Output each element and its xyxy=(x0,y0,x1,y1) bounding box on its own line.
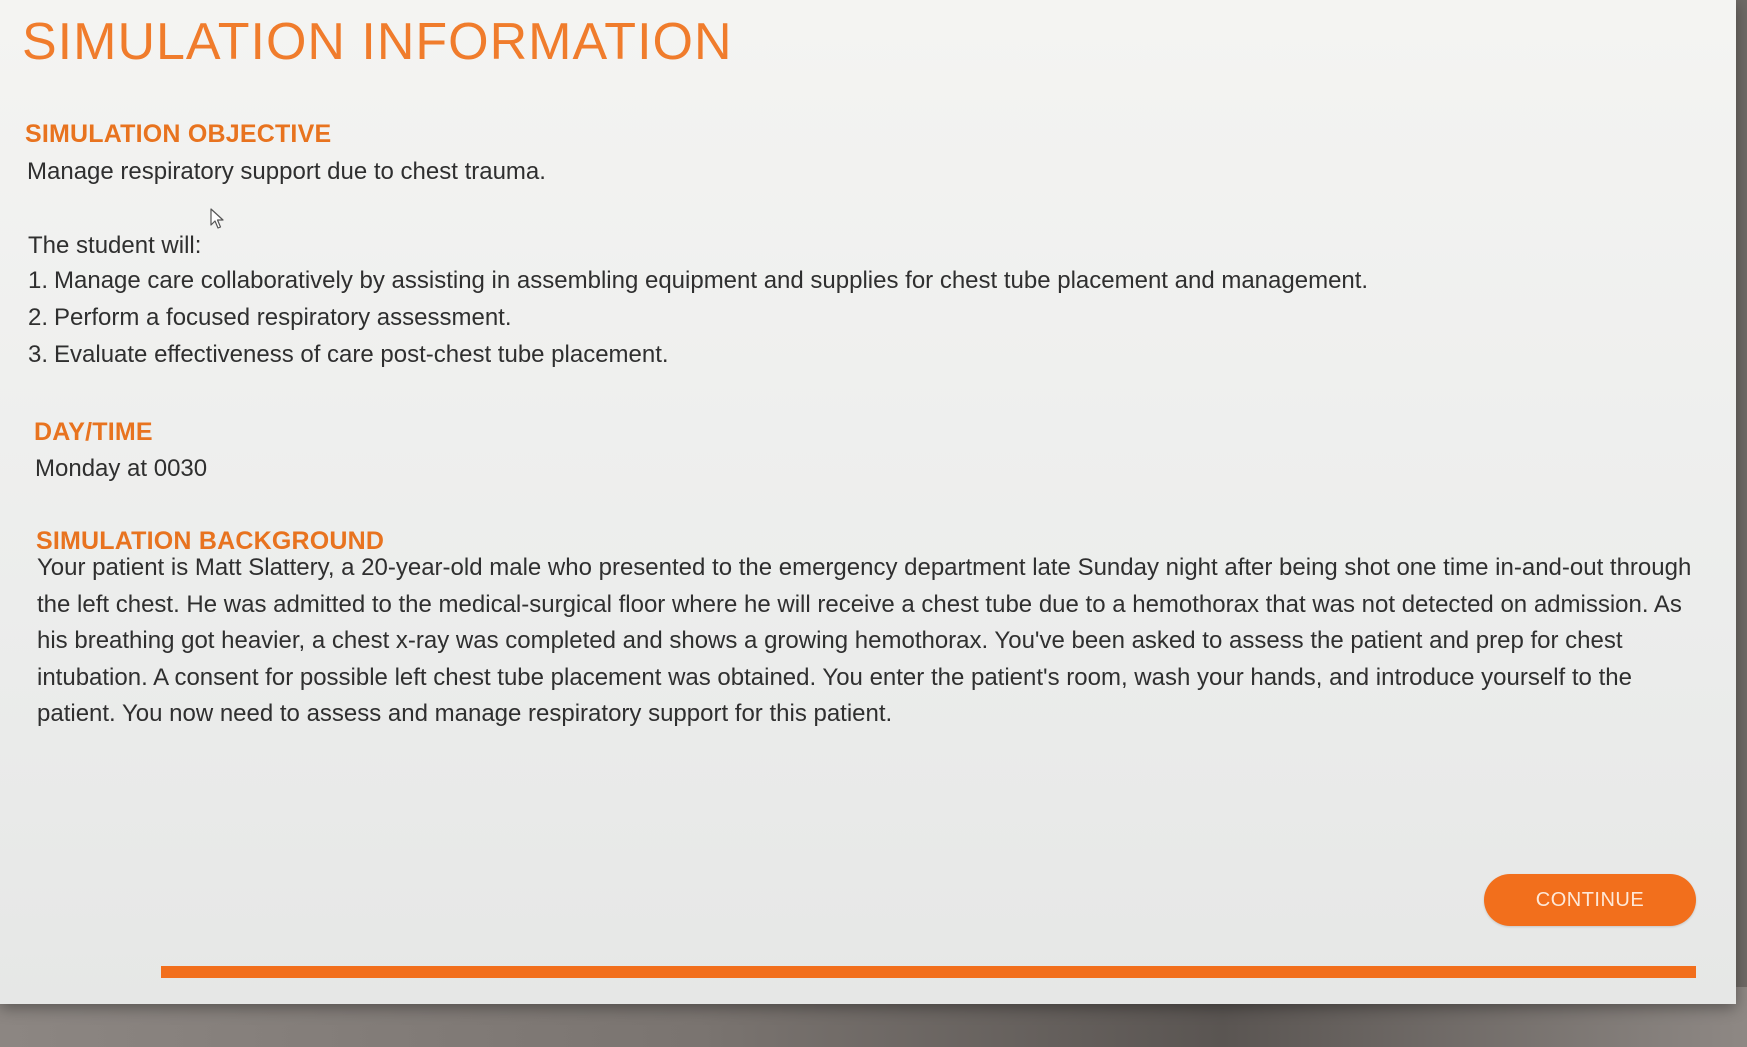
background-text: Your patient is Matt Slattery, a 20-year-old male who presented to the emergency department late Sunday night after being shot one time in-and-out through the left chest. He was admitted to the medical-surgical floor where he will receive a chest tube due to a hemothorax that was not detected on admission. As his breathing got heavier, a chest x-ray was completed and shows a growing hemothorax. You've been asked to assess the patient and prep for chest intubation. A consent for possible left chest tube placement was obtained. You enter the patient's room, wash your hands, and introduce yourself to the patient. You now need to assess and manage respiratory support for this patient. xyxy=(37,554,1692,727)
objective-summary: Manage respiratory support due to chest trauma. xyxy=(27,158,546,185)
objective-item xyxy=(28,299,1368,336)
objective-list xyxy=(28,262,1368,373)
objective-item-text: Manage care collaboratively by assisting in assembling equipment and supplies for chest tube placement and management. xyxy=(54,267,1369,294)
mouse-pointer-icon xyxy=(209,208,227,230)
background-heading: SIMULATION BACKGROUND xyxy=(36,527,385,555)
objective-intro: The student will: xyxy=(28,232,202,259)
progress-bar-fill xyxy=(161,966,1696,978)
objective-item-number: 1. xyxy=(28,267,49,294)
day-time-heading: DAY/TIME xyxy=(34,418,153,446)
page-title: SIMULATION INFORMATION xyxy=(22,13,733,71)
objective-item xyxy=(28,262,1368,299)
day-time-value: Monday at 0030 xyxy=(35,455,208,482)
objective-item-text: Perform a focused respiratory assessment. xyxy=(54,304,512,331)
objective-item xyxy=(28,336,1368,373)
objective-item-text: Evaluate effectiveness of care post-chest tube placement. xyxy=(54,341,669,368)
continue-button[interactable]: CONTINUE xyxy=(1484,874,1696,926)
objective-heading: SIMULATION OBJECTIVE xyxy=(25,120,332,148)
objective-item-number: 2. xyxy=(28,304,49,331)
objective-item-number: 3. xyxy=(28,341,49,368)
progress-bar xyxy=(161,966,1696,978)
